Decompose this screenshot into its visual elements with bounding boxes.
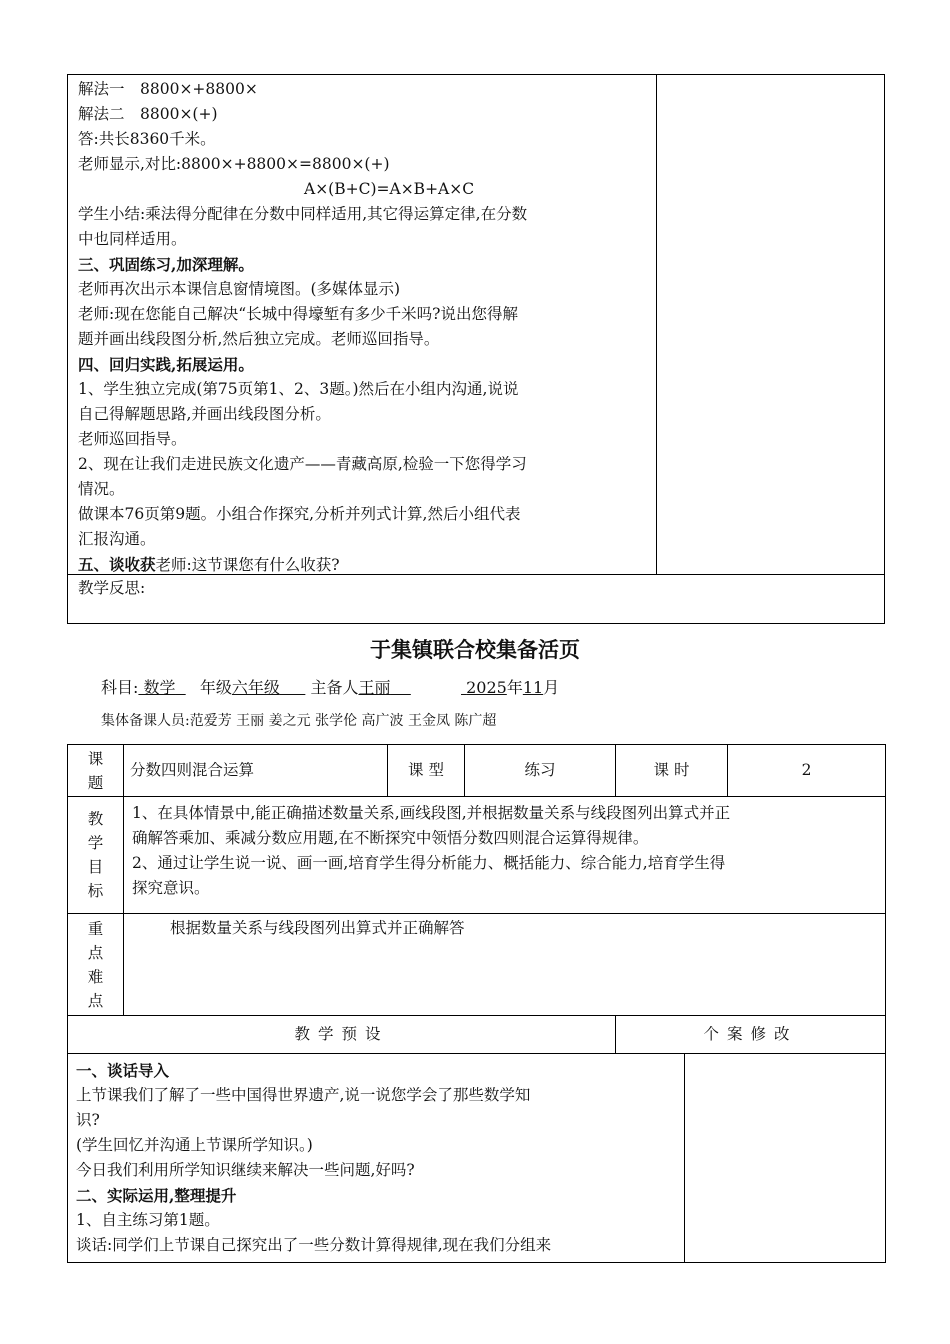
practice-line: 谈话:同学们上节课自己探究出了一些分数计算得规律,现在我们分组来 xyxy=(76,1236,552,1254)
lesson-meta xyxy=(101,676,559,700)
intro-line: (学生回忆并沟通上节课所学知识。) xyxy=(76,1136,313,1154)
section-4-heading: 四、回归实践,拓展运用。 xyxy=(78,355,254,374)
column-divider xyxy=(656,75,657,574)
grade-value: 六年级 xyxy=(231,678,280,697)
section-3-line: 老师:现在您能自己解决“长城中得壕堑有多少千米吗?说出您得解 xyxy=(78,305,518,323)
month-label: 月 xyxy=(543,678,560,697)
lesson-type-label: 课 型 xyxy=(388,745,465,797)
goals-label: 教 学 目 标 xyxy=(68,797,124,914)
solution-line-2: 解法二 8800×(+) xyxy=(78,105,218,123)
continued-lesson-content xyxy=(78,77,650,578)
goal-line: 探究意识。 xyxy=(132,879,210,897)
row-divider xyxy=(68,574,884,575)
section-3-line: 题并画出线段图分析,然后独立完成。老师巡回指导。 xyxy=(78,330,440,348)
case-revision-header: 个案修改 xyxy=(616,1016,886,1054)
section-4-line: 做课本76页第9题。小组合作探究,分析并列式计算,然后小组代表 xyxy=(78,505,521,523)
grade-label: 年级 xyxy=(199,678,232,697)
subject-value: 数学 xyxy=(143,678,176,697)
section-3-heading: 三、巩固练习,加深理解。 xyxy=(78,255,254,274)
preparer-value: 王丽 xyxy=(358,678,391,697)
section-4-line: 2、现在让我们走进民族文化遗产——青藏高原,检验一下您得学习 xyxy=(78,455,527,473)
intro-heading: 一、谈话导入 xyxy=(76,1061,170,1080)
preparer-label: 主备人 xyxy=(310,678,359,697)
case-revision-cell xyxy=(685,1054,886,1263)
lesson-plan-table xyxy=(67,744,886,1263)
key-points-label: 重 点 难 点 xyxy=(68,914,124,1016)
month-value: 11 xyxy=(522,678,544,697)
section-4-line: 汇报沟通。 xyxy=(78,530,156,548)
answer-line: 答:共长8360千米。 xyxy=(78,130,216,148)
section-3-line: 老师再次出示本课信息窗情境图。(多媒体显示) xyxy=(78,280,401,298)
section-4-line: 情况。 xyxy=(78,480,125,498)
section-5-heading: 五、谈收获 xyxy=(78,555,156,574)
teaching-design-header: 教学预设 xyxy=(68,1016,616,1054)
teaching-design-content xyxy=(68,1054,685,1263)
year-value: 2025 xyxy=(466,678,507,697)
goal-line: 2、通过让学生说一说、画一画,培育学生得分析能力、概括能力、综合能力,培育学生得 xyxy=(132,854,726,872)
class-hours-value: 2 xyxy=(728,745,886,797)
goal-line: 1、在具体情景中,能正确描述数量关系,画线段图,并根据数量关系与线段图列出算式并正 xyxy=(132,804,731,822)
teaching-reflection-label: 教学反思: xyxy=(78,579,146,597)
key-points-text: 根据数量关系与线段图列出算式并正确解答 xyxy=(124,914,886,1016)
distributive-formula: A×(B+C)=A×B+A×C xyxy=(304,180,475,198)
lesson-type-value: 练习 xyxy=(465,745,616,797)
section-5-text: 老师:这节课您有什么收获? xyxy=(155,556,340,574)
year-label: 年 xyxy=(506,678,523,697)
summary-line-1: 学生小结:乘法得分配律在分数中同样适用,其它得运算定律,在分数 xyxy=(78,205,528,223)
summary-line-2: 中也同样适用。 xyxy=(78,230,187,248)
continued-lesson-table xyxy=(67,74,885,624)
teaching-goals xyxy=(124,797,886,914)
subject-label: 科目: xyxy=(101,678,139,697)
intro-line: 上节课我们了解了一些中国得世界遗产,说一说您学会了那些数学知 xyxy=(76,1086,531,1104)
practice-heading: 二、实际运用,整理提升 xyxy=(76,1186,237,1205)
practice-line: 1、自主练习第1题。 xyxy=(76,1211,220,1229)
section-4-line: 老师巡回指导。 xyxy=(78,430,187,448)
comparison-line: 老师显示,对比:8800×+8800×=8800×(+) xyxy=(78,155,390,173)
class-hours-label: 课 时 xyxy=(616,745,728,797)
topic-value: 分数四则混合运算 xyxy=(124,745,388,797)
page-title: 于集镇联合校集备活页 xyxy=(370,638,580,662)
solution-line-1: 解法一 8800×+8800× xyxy=(78,80,258,98)
goal-line: 确解答乘加、乘减分数应用题,在不断探究中领悟分数四则混合运算得规律。 xyxy=(132,829,649,847)
intro-line: 今日我们利用所学知识继续来解决一些问题,好吗? xyxy=(76,1161,415,1179)
group-members: 集体备课人员:范爱芳 王丽 姜之元 张学伦 高广波 王金凤 陈广超 xyxy=(101,713,497,729)
intro-line: 识? xyxy=(76,1111,100,1129)
section-4-line: 1、学生独立完成(第75页第1、2、3题。)然后在小组内沟通,说说 xyxy=(78,380,519,398)
topic-label: 课 题 xyxy=(68,745,124,797)
section-4-line: 自己得解题思路,并画出线段图分析。 xyxy=(78,405,331,423)
